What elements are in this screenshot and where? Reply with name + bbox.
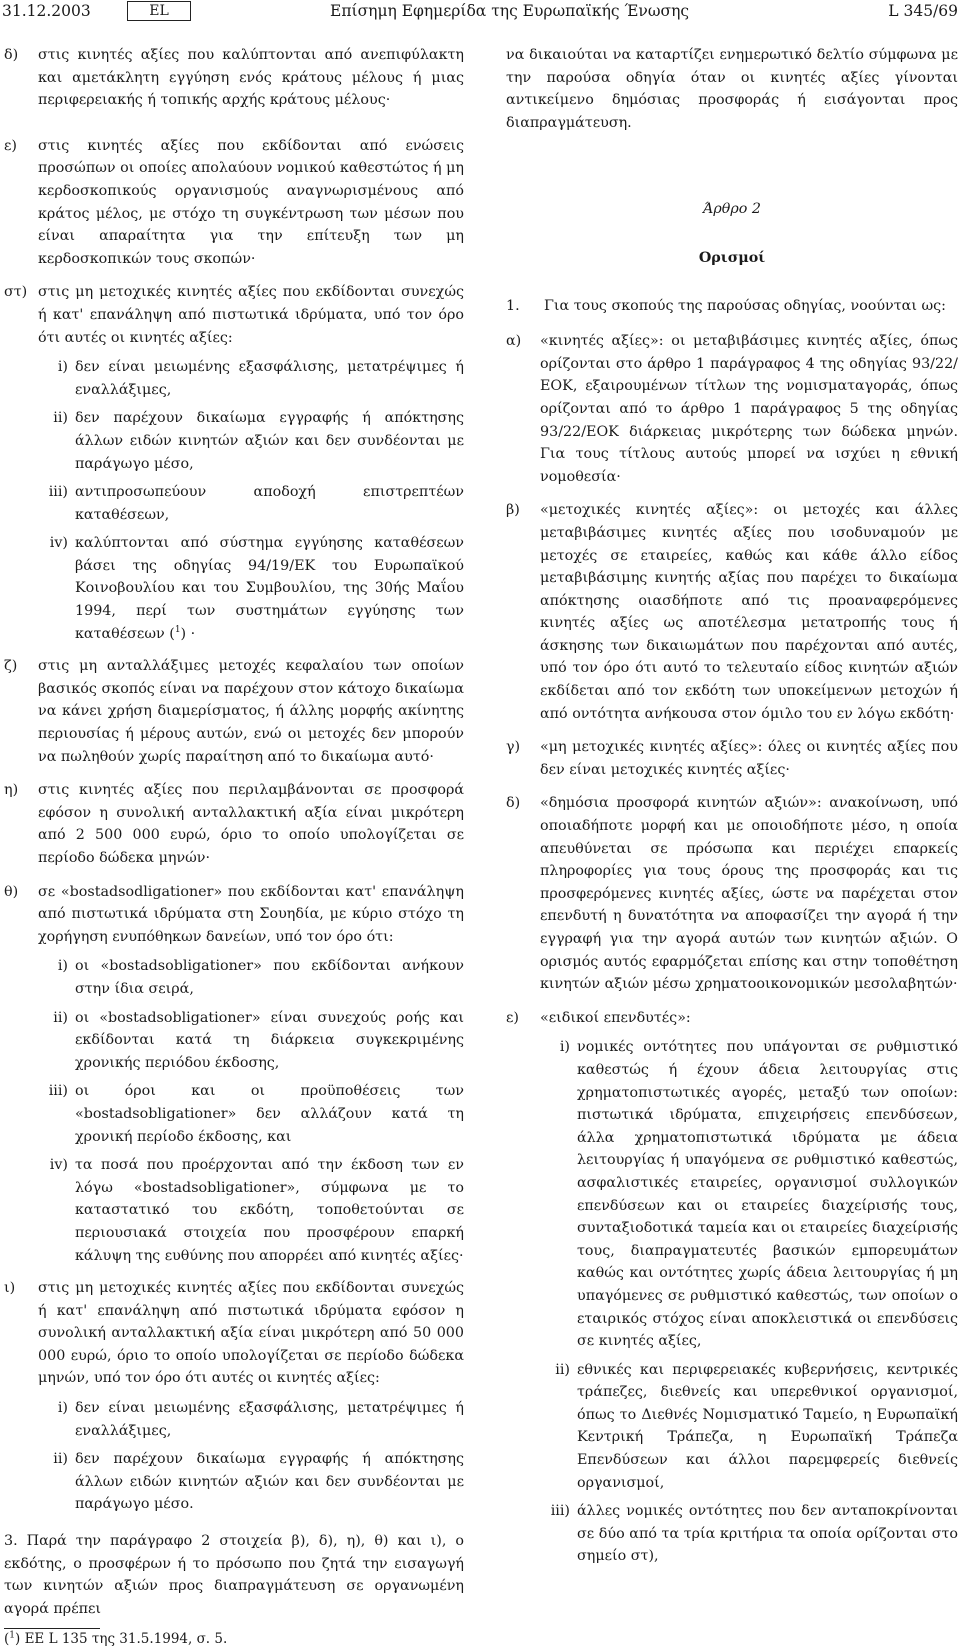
subitem-text: οι «bostadsobligationer» που εκδίδονται ανήκουν στην ίδια σειρά,	[75, 958, 464, 997]
item-text: στις κινητές αξίες που εκδίδονται από ενώσεις προσώπων οι οποίες απολαύουν νομικού καθεστώτος ή μη κερδοσκοπικούς οργανισμούς αναγνωρισμένους από κράτος μέλος, με στόχο τη συγκέντρωση των μέσων που είναι απαραίτητα για την επίτευξη των μη κερδοσκοπικών τους σκοπών·	[38, 137, 464, 267]
item-label: ι)	[4, 1280, 16, 1297]
item-i	[4, 1277, 464, 1390]
item-text: στις κινητές αξίες που περιλαμβάνονται σε προσφορά εφόσον η συνολική ανταλλακτική αξία είναι μικρότερη από 2 500 000 ευρώ, όριο το οποίο υπολογίζεται σε περίοδο δώδεκα μηνών·	[38, 782, 464, 866]
subitem-tail: ·	[186, 625, 196, 642]
item-text: «κινητές αξίες»: οι μεταβιβάσιμες κινητές αξίες, όπως ορίζονται στο άρθρο 1 παράγραφος 4 της οδηγίας 93/22/ΕΟΚ, εξαιρουμένων τίτλων της νομισματαγοράς, όπως ορίζονται από το άρθρο 1 παράγραφος 5 της οδηγίας 93/22/ΕΟΚ διάρκειας μικρότερης των δώδεκα μηνών. Για τους τίτλους αυτούς μπορεί να ισχύει η εθνική νομοθεσία·	[540, 333, 958, 485]
subitem-text: τα ποσά που προέρχονται από την έκδοση των εν λόγω «bostadsobligationer», σύμφωνα με το καταστατικό του εκδότη, τοποθετούνται σε περιουσιακά στοιχεία που προσφέρουν επαρκή κάλυψη της ευθύνης που απορρέει από κινητές αξίες·	[75, 1157, 464, 1264]
def-g	[506, 736, 958, 781]
subitem-text: δεν είναι μειωμένης εξασφάλισης, μετατρέψιμες ή εναλλάξιμες,	[75, 1400, 464, 1439]
subitem	[540, 1359, 958, 1495]
subitem-label: i)	[559, 1039, 570, 1056]
subitem-label: ii)	[555, 1361, 570, 1378]
subitem-text: εθνικές και περιφερειακές κυβερνήσεις, κεντρικές τράπεζες, διεθνείς και υπερεθνικοί οργανισμοί, όπως το Διεθνές Νομισματικό Ταμείο, η Ευρωπαϊκή Κεντρική Τράπεζα, η Ευρωπαϊκή Τράπεζα Επενδύσεων και άλλοι παρεμφερείς διεθνείς οργανισμοί,	[577, 1361, 958, 1491]
item-label: η)	[4, 782, 19, 799]
subitem-label: i)	[57, 958, 68, 975]
subitem-label: iv)	[49, 535, 68, 552]
article-title: Ορισμοί	[698, 249, 766, 266]
right-column	[506, 44, 958, 1568]
article-number: Άρθρο 2	[703, 201, 761, 218]
item-label: δ)	[4, 47, 19, 63]
subitem	[38, 1154, 464, 1267]
subitem	[38, 481, 464, 526]
item-label: ε)	[506, 1009, 519, 1026]
item-label: στ)	[4, 284, 28, 301]
def-b	[506, 499, 958, 725]
item-text: «μετοχικές κινητές αξίες»: οι μετοχές και άλλες μεταβιβάσιμες κινητές αξίες που ισοδυναμούν με μετοχές σε εταιρείες, καθώς και κάθε άλλο είδος μεταβιβάσιμης κινητής αξίας που παρέχει το δικαίωμα απόκτησης οιασδήποτε από τις προαναφερόμενες κινητές αξίες ως αποτέλεσμα μετατροπής τους ή άσκησης των δικαιωμάτων που παρέχονται από αυτές, υπό τον όρο ότι αυτό το τελευταίο είδος κινητών αξιών εκδίδεται από τον εκδότη των υποκείμενων μετοχών ή από οντότητα ανήκουσα στον όμιλο του εν λόγω εκδότη·	[540, 502, 958, 722]
paragraph-3: 3. Παρά την παράγραφο 2 στοιχεία β), δ), η), θ) και ι), ο εκδότης, ο προσφέρων ή το πρόσωπο που ζητά την εισαγωγή των κινητών αξιών προς διαπραγμάτευση σε οργανωμένη αγορά πρέπει	[4, 1533, 464, 1617]
page-reference: L 345/69	[888, 2, 958, 20]
item-label: γ)	[506, 739, 521, 756]
item-text: στις μη μετοχικές κινητές αξίες που εκδίδονται συνεχώς ή κατ' επανάληψη από πιστωτικά ιδρύματα, υπό τον όρο ότι αυτές οι κινητές αξίες:	[38, 284, 464, 346]
paragraph-1	[506, 295, 958, 318]
paragraph-text: Για τους σκοπούς της παρούσας οδηγίας, νοούνται ως:	[544, 297, 946, 314]
item-text: στις μη μετοχικές κινητές αξίες που εκδίδονται συνεχώς ή κατ' επανάληψη από πιστωτικά ιδρύματα εφόσον η συνολική ανταλλακτική αξία είναι μικρότερη από 50 000 000 ευρώ, όριο το οποίο υπολογίζεται σε περίοδο δώδεκα μηνών, υπό τον όρο ότι αυτές οι κινητές αξίες:	[38, 1280, 464, 1387]
subitem-text: άλλες νομικές οντότητες που δεν ανταποκρίνονται σε δύο από τα τρία κριτήρια τα οποία ορίζονται στο σημείο στ),	[577, 1503, 958, 1565]
subitem	[38, 532, 464, 645]
subitem	[38, 1448, 464, 1516]
subitem	[38, 407, 464, 475]
item-h	[4, 779, 464, 869]
def-a	[506, 330, 958, 488]
subitem	[38, 1397, 464, 1442]
subitem	[38, 356, 464, 401]
publication-date: 31.12.2003	[2, 2, 91, 20]
subitem-text: δεν παρέχουν δικαίωμα εγγραφής ή απόκτησης άλλων ειδών κινητών αξιών και δεν συνδέονται με παράγωγο μέσο,	[75, 410, 464, 472]
def-e-subitems	[540, 1036, 958, 1568]
footnote-text: ΕΕ L 135 της 31.5.1994, σ. 5.	[24, 1631, 228, 1648]
subitem	[38, 1080, 464, 1148]
subitem-body: καλύπτονται από σύστημα εγγύησης καταθέσεων βάσει της οδηγίας 94/19/ΕΚ του Ευρωπαϊκού Κοινοβουλίου και του Συμβουλίου, της 30ής Μαΐου 1994, περί των συστημάτων εγγύησης των καταθέσεων	[75, 535, 464, 642]
subitem	[38, 1007, 464, 1075]
item-st-subitems	[38, 356, 464, 645]
subitem-label: ii)	[53, 410, 68, 427]
language-code-box: EL	[127, 1, 191, 21]
subitem-text: καλύπτονται από σύστημα εγγύησης καταθέσεων βάσει της οδηγίας 94/19/ΕΚ του Ευρωπαϊκού Κοινοβουλίου και του Συμβουλίου, της 30ής Μαΐου 1994, περί των συστημάτων εγγύησης των καταθέσεων ($^1$) ·	[75, 535, 464, 642]
item-text: σε «bostadsodligationer» που εκδίδονται κατ' επανάληψη από πιστωτικά ιδρύματα στη Σουηδία, με κύριο στόχο τη χορήγηση ενυπόθηκων δανείων, υπό τον όρο ότι:	[38, 883, 464, 945]
subitem-label: ii)	[53, 1451, 68, 1468]
item-text: «ειδικοί επενδυτές»:	[540, 1009, 691, 1026]
item-text: «δημόσια προσφορά κινητών αξιών»: ανακοίνωση, υπό οποιαδήποτε μορφή και με οποιοδήποτε μέσο, η οποία απευθύνεται σε πρόσωπα και περιέχει επαρκείς πληροφορίες για τους όρους της προσφοράς και τις προσφερόμενες κινητές αξίες, ώστε να παρέχεται στον επενδυτή η δυνατότητα να αποφασίζει την αγορά ή την εγγραφή για την αγορά αυτών των κινητών αξιών. Ο ορισμός αυτός εφαρμόζεται επίσης και στην τοποθέτηση κινητών αξιών μέσω χρηματοοικονομικών μεσολαβητών·	[540, 795, 958, 993]
subitem	[540, 1036, 958, 1352]
item-e	[4, 135, 464, 271]
item-th-subitems	[38, 955, 464, 1267]
item-label: θ)	[4, 883, 19, 900]
subitem-label: iii)	[48, 1083, 68, 1100]
def-e	[506, 1007, 958, 1030]
item-label: δ)	[506, 795, 521, 812]
def-d	[506, 792, 958, 995]
item-text: στις κινητές αξίες που καλύπτονται από ανεπιφύλακτη και αμετάκλητη εγγύηση ενός κράτους μέλους ή μιας περιφερειακής ή τοπικής αρχής κράτους μέλους·	[38, 47, 464, 109]
item-label: β)	[506, 502, 520, 519]
journal-title: Επίσημη Εφημερίδα της Ευρωπαϊκής Ένωσης	[330, 2, 690, 20]
footnote: ($^1$) ΕΕ L 135 της 31.5.1994, σ. 5.	[4, 1630, 228, 1648]
subitem-label: iv)	[49, 1157, 68, 1174]
item-label: ζ)	[4, 658, 18, 675]
item-th	[4, 881, 464, 949]
item-d	[4, 44, 464, 112]
subitem	[38, 955, 464, 1000]
subitem	[540, 1500, 958, 1568]
left-column	[4, 44, 464, 1649]
subitem-text: οι «bostadsobligationer» είναι συνεχούς ροής και εκδίδονται κατά τη διάρκεια συγκεκριμένης χρονικής περιόδου έκδοσης,	[75, 1009, 464, 1071]
item-st	[4, 281, 464, 349]
subitem-label: i)	[57, 359, 68, 376]
subitem-text: δεν παρέχουν δικαίωμα εγγραφής ή απόκτησης άλλων ειδών κινητών αξιών και δεν συνδέονται με παράγωγο μέσο.	[75, 1451, 464, 1513]
subitem-label: ii)	[53, 1009, 68, 1026]
paragraph-number: 1.	[506, 297, 520, 314]
item-label: ε)	[4, 137, 17, 154]
continuation-paragraph: να δικαιούται να καταρτίζει ενημερωτικό δελτίο σύμφωνα με την παρούσα οδηγία όταν οι κινητές αξίες γίνονται αντικείμενο δημόσιας προσφοράς ή εισάγονται προς διαπραγμάτευση.	[506, 47, 958, 131]
page-header	[0, 0, 960, 24]
footnote-mark: 1	[9, 1630, 16, 1641]
subitem-text: δεν είναι μειωμένης εξασφάλισης, μετατρέψιμες ή εναλλάξιμες,	[75, 359, 464, 398]
item-z	[4, 655, 464, 768]
subitem-text: οι όροι και οι προϋποθέσεις των «bostadsobligationer» δεν αλλάζουν κατά τη χρονική περίοδο έκδοσης, και	[75, 1083, 464, 1145]
subitem-label: iii)	[48, 484, 68, 501]
subitem-text: αντιπροσωπεύουν αποδοχή επιστρεπτέων καταθέσεων,	[75, 484, 464, 523]
footnote-ref: 1	[174, 624, 181, 635]
subitem-label: iii)	[550, 1503, 570, 1520]
item-text: «μη μετοχικές κινητές αξίες»: όλες οι κινητές αξίες που δεν είναι μετοχικές κινητές αξίες·	[540, 739, 958, 778]
item-i-subitems	[38, 1397, 464, 1516]
subitem-label: i)	[57, 1400, 68, 1417]
item-label: α)	[506, 333, 522, 350]
item-text: στις μη ανταλλάξιμες μετοχές κεφαλαίου των οποίων βασικός σκοπός είναι να παρέχουν στον κάτοχο δικαίωμα να κάνει χρήση διαμερίσματος, ή άλλης μορφής ακίνητης περιουσίας ή μέρους αυτών, ενώ οι μετοχές δεν μπορούν να πωληθούν χωρίς παραίτηση από το δικαίωμα αυτό·	[38, 658, 464, 765]
subitem-text: νομικές οντότητες που υπάγονται σε ρυθμιστικό καθεστώς ή έχουν άδεια λειτουργίας στις χρηματοπιστωτικές αγορές, μεταξύ των οποίων: πιστωτικά ιδρύματα, επιχειρήσεις επενδύσεων, άλλα χρηματοπιστωτικά ιδρύματα με άδεια λειτουργίας ή υπαγόμενα σε ρυθμιστικό καθεστώς, ασφαλιστικές εταιρείες, οργανισμοί συλλογικών επενδύσεων και οι εταιρείες διαχείρισής τους, συνταξιοδοτικά ταμεία και οι εταιρείες διαχείρισής τους, διαπραγματευτές βασικών εμπορευμάτων καθώς και οντότητες χωρίς άδεια λειτουργίας ή μη υπαγόμενες σε ρυθμιστικό καθεστώς, των οποίων ο εταιρικός στόχος είναι αποκλειστικά οι επενδύσεις σε κινητές αξίες,	[577, 1039, 958, 1350]
